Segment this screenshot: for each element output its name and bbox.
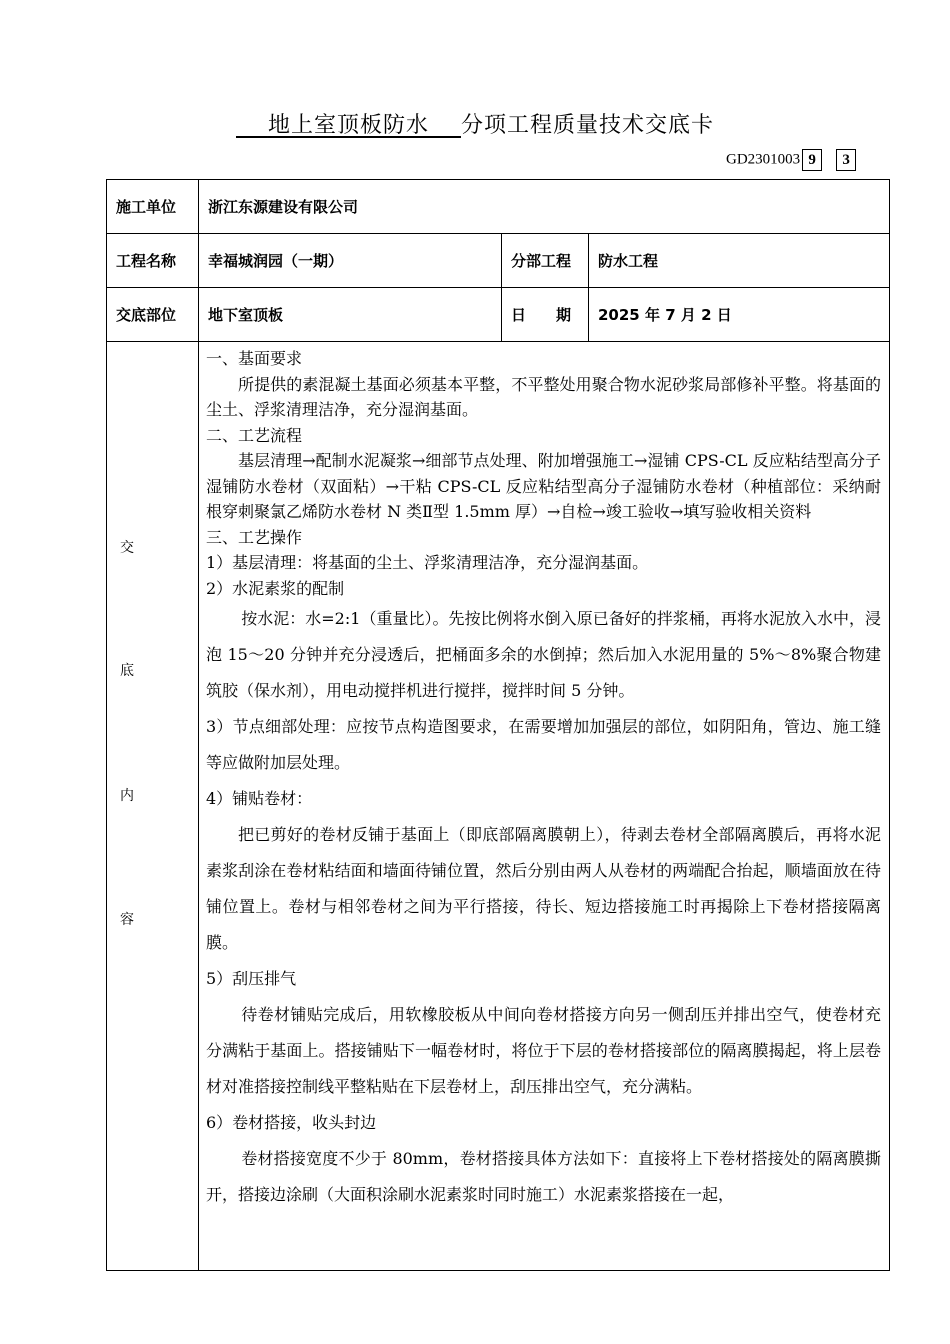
op-4-title: 4）铺贴卷材： — [206, 789, 313, 808]
content-body — [199, 342, 890, 1271]
title-rest: 分项工程质量技术交底卡 — [460, 113, 714, 138]
op-4-text: 把已剪好的卷材反铺于基面上（即底部隔离膜朝上），待剥去卷材全部隔离膜后，再将水泥素浆刮涂在卷材粘结面和墙面待铺位置，然后分别由两人从卷材的两端配合抬起，顺墙面放在待铺位置上。卷材与相邻卷材之间为平行搭接，待长、短边搭接施工时再揭除上下卷材搭接隔离膜。 — [206, 825, 882, 952]
op-2-title: 2）水泥素浆的配制 — [206, 578, 345, 598]
side-char-1: 交 — [120, 540, 134, 556]
code-text: GD2301003 — [726, 151, 801, 168]
op-5-title: 5）刮压排气 — [206, 969, 297, 988]
side-char-3: 内 — [120, 788, 134, 804]
disclosure-table — [106, 179, 890, 1271]
project-label: 工程名称 — [107, 234, 199, 288]
row-location — [107, 288, 890, 342]
code-box-1: 9 — [802, 149, 822, 171]
content-side-label — [107, 342, 199, 1271]
section-1-text: 所提供的素混凝土基面必须基本平整，不平整处用聚合物水泥砂浆局部修补平整。将基面的尘土、浮浆清理洁净，充分湿润基面。 — [206, 374, 882, 419]
division-value: 防水工程 — [589, 234, 890, 288]
document-title — [0, 108, 950, 139]
op-3: 3）节点细部处理：应按节点构造图要求，在需要增加加强层的部位，如阴阳角，管边、施工缝等应做附加层处理。 — [206, 717, 882, 772]
unit-label: 施工单位 — [107, 180, 199, 234]
row-project — [107, 234, 890, 288]
unit-value: 浙江东源建设有限公司 — [199, 180, 890, 234]
op-6-text: 卷材搭接宽度不少于 80mm，卷材搭接具体方法如下：直接将上下卷材搭接处的隔离膜撕开，搭接边涂刷（大面积涂刷水泥素浆时同时施工）水泥素浆搭接在一起， — [206, 1149, 882, 1204]
side-char-2: 底 — [120, 663, 134, 679]
row-unit — [107, 180, 890, 234]
location-label: 交底部位 — [107, 288, 199, 342]
document-code — [726, 149, 856, 171]
section-2-text: 基层清理→配制水泥凝浆→细部节点处理、附加增强施工→湿铺 CPS-CL 反应粘结型高分子湿铺防水卷材（双面粘）→干粘 CPS-CL 反应粘结型高分子湿铺防水卷材（种植部位：采纳耐根穿刺聚氯乙烯防水卷材 N 类Ⅱ型 1.5mm 厚）→自检→竣工验收→填写验收相关资料 — [206, 451, 882, 521]
op-1: 1）基层清理：将基面的尘土、浮浆清理洁净，充分湿润基面。 — [206, 553, 649, 572]
op-6-title: 6）卷材搭接，收头封边 — [206, 1113, 377, 1132]
section-1-title: 一、基面要求 — [206, 349, 303, 368]
date-label: 日 期 — [502, 288, 589, 342]
code-box-2: 3 — [836, 149, 856, 171]
date-value: 2025 年 7 月 2 日 — [589, 288, 890, 342]
side-char-4: 容 — [120, 912, 134, 928]
title-underlined-part: 地上室顶板防水 — [267, 113, 429, 138]
section-3-title: 三、工艺操作 — [206, 527, 303, 547]
section-2-title: 二、工艺流程 — [206, 425, 303, 445]
project-value: 幸福城润园（一期） — [199, 234, 502, 288]
division-label: 分部工程 — [502, 234, 589, 288]
op-5-text: 待卷材铺贴完成后，用软橡胶板从中间向卷材搭接方向另一侧刮压并排出空气，使卷材充分满粘于基面上。搭接铺贴下一幅卷材时，将位于下层的卷材搭接部位的隔离膜揭起，将上层卷材对准搭接控制线平整粘贴在下层卷材上，刮压排出空气，充分满粘。 — [206, 1005, 882, 1096]
row-content — [107, 342, 890, 1271]
op-2-text: 按水泥：水=2:1（重量比）。先按比例将水倒入原已备好的拌浆桶，再将水泥放入水中，浸泡 15～20 分钟并充分浸透后，把桶面多余的水倒掉；然后加入水泥用量的 5%～8%聚合物建筑胶（保水剂），用电动搅拌机进行搅拌，搅拌时间 5 分钟。 — [206, 609, 882, 700]
location-value: 地下室顶板 — [199, 288, 502, 342]
